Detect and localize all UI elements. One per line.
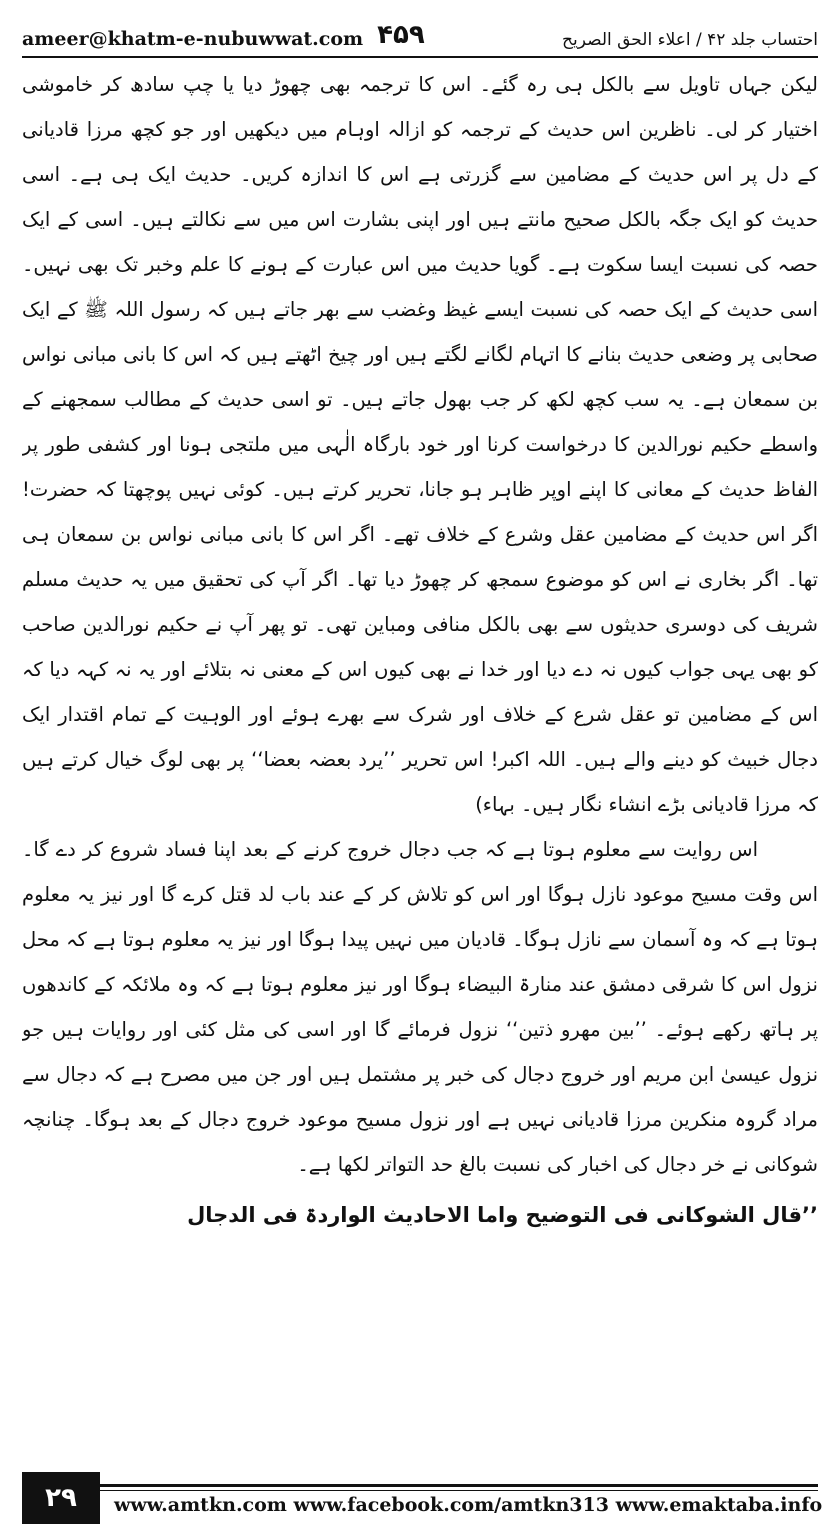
page-header [22, 14, 818, 50]
header-left-group [22, 20, 425, 50]
header-page-number: ۴۵۹ [377, 20, 425, 50]
body-paragraph-2: اس روایت سے معلوم ہوتا ہے کہ جب دجال خروج کرنے کے بعد اپنا فساد شروع کر دے گا۔ اس وقت مسیح موعود نازل ہوگا اور اس کو تلاش کر کے عند باب لد قتل کرے گا اور نیز یہ معلوم ہوتا ہے کہ وہ آسمان سے نازل ہوگا۔ قادیان میں نہیں پیدا ہوگا اور نیز یہ معلوم ہوتا ہے کہ محل نزول اس کا شرقی دمشق عند منارۃ البیضاء ہوگا اور نیز معلوم ہوتا ہے کہ وہ ملائکہ کے کاندھوں پر ہاتھ رکھے ہوئے۔ ’’بین مھرو ذتین‘‘ نزول فرمائے گا اور اسی کی مثل کئی اور روایات ہیں جو نزول عیسیٰ ابن مریم اور خروج دجال کی خبر پر مشتمل ہیں اور جن میں مصرح ہے کہ دجال سے مراد گروہ منکرین مرزا قادیانی نہیں ہے اور نزول مسیح موعود خروج دجال کے بعد ہوگا۔ چنانچہ شوکانی نے خر دجال کی اخبار کی نسبت بالغ حد التواتر لکھا ہے۔ [22, 838, 818, 1176]
body-paragraph-1: لیکن جہاں تاویل سے بالکل ہی رہ گئے۔ اس کا ترجمہ بھی چھوڑ دیا یا چپ سادھ کر خاموشی اختیار کر لی۔ ناظرین اس حدیث کے ترجمہ کو ازالہ اوہام میں دیکھیں اور جو کچھ مرزا قادیانی کے دل پر اس حدیث کے مضامین سے گزرتی ہے اس کا اندازہ کریں۔ حدیث ایک ہی ہے۔ اسی حدیث کو ایک جگہ بالکل صحیح مانتے ہیں اور اپنی بشارت اس میں سے نکالتے ہیں۔ اسی کے ایک حصہ کی نسبت ایسا سکوت ہے۔ گویا حدیث میں اس عبارت کے ہونے کا علم وخبر تک بھی نہیں۔ اسی حدیث کے ایک حصہ کی نسبت ایسے غیظ وغضب سے بھر جاتے ہیں کہ رسول اللہ ﷺ کے ایک صحابی پر وضعی حدیث بنانے کا اتہام لگانے لگتے ہیں اور چیخ اٹھتے ہیں کہ اس کا بانی مبانی نواس بن سمعان ہے۔ یہ سب کچھ لکھ کر جب بھول جاتے ہیں۔ تو اسی حدیث کے مطالب سمجھنے کے واسطے حکیم نورالدین کا درخواست کرنا اور خود بارگاہ الٰہی میں ملتجی ہونا اور کشفی طور پر الفاظ حدیث کے معانی کا اپنے اوپر ظاہر ہو جانا، تحریر کرتے ہیں۔ کوئی نہیں پوچھتا کہ حضرت! اگر اس حدیث کے مضامین عقل وشرع کے خلاف تھے۔ اگر اس کا بانی مبانی نواس بن سمعان ہی تھا۔ اگر بخاری نے اس کو موضوع سمجھ کر چھوڑ دیا تھا۔ اگر آپ کی تحقیق میں یہ حدیث مسلم شریف کی دوسری حدیثوں سے بھی بالکل منافی ومباین تھی۔ تو پھر آپ نے حکیم نورالدین صاحب کو بھی یہی جواب کیوں نہ دے دیا اور خدا نے بھی کیوں اس کے معنی نہ بتلائے اور یہ نہ کہہ دیا کہ اس کے مضامین تو عقل شرع کے خلاف اور شرک سے بھرے ہوئے اور الوہیت کے تمام اقتدار ایک دجال خبیث کو دینے والے ہیں۔ اللہ اکبر! اس تحریر ’’یرد بعضہ بعضا‘‘ پر بھی لوگ خیال کرتے ہیں کہ مرزا قادیانی بڑے انشاء نگار ہیں۔ بہاء) [22, 73, 818, 816]
footer-rule-thin [100, 1490, 818, 1491]
page-body [22, 62, 818, 1462]
footer-page-number: ۲۹ [22, 1472, 100, 1524]
footer-links: www.amtkn.com www.facebook.com/amtkn313 www.emaktaba.info [114, 1494, 823, 1516]
body-quote-line: ’’قال الشوکانی فی التوضیح واما الاحادیث الواردۃ فی الدجال [187, 1203, 818, 1227]
header-rule [22, 56, 818, 58]
header-email: ameer@khatm-e-nubuwwat.com [22, 28, 364, 50]
page-footer [22, 1472, 823, 1524]
footer-rule-thick [100, 1484, 818, 1487]
header-book-title: احتساب جلد ۴۲ / اعلاء الحق الصریح [562, 30, 818, 50]
